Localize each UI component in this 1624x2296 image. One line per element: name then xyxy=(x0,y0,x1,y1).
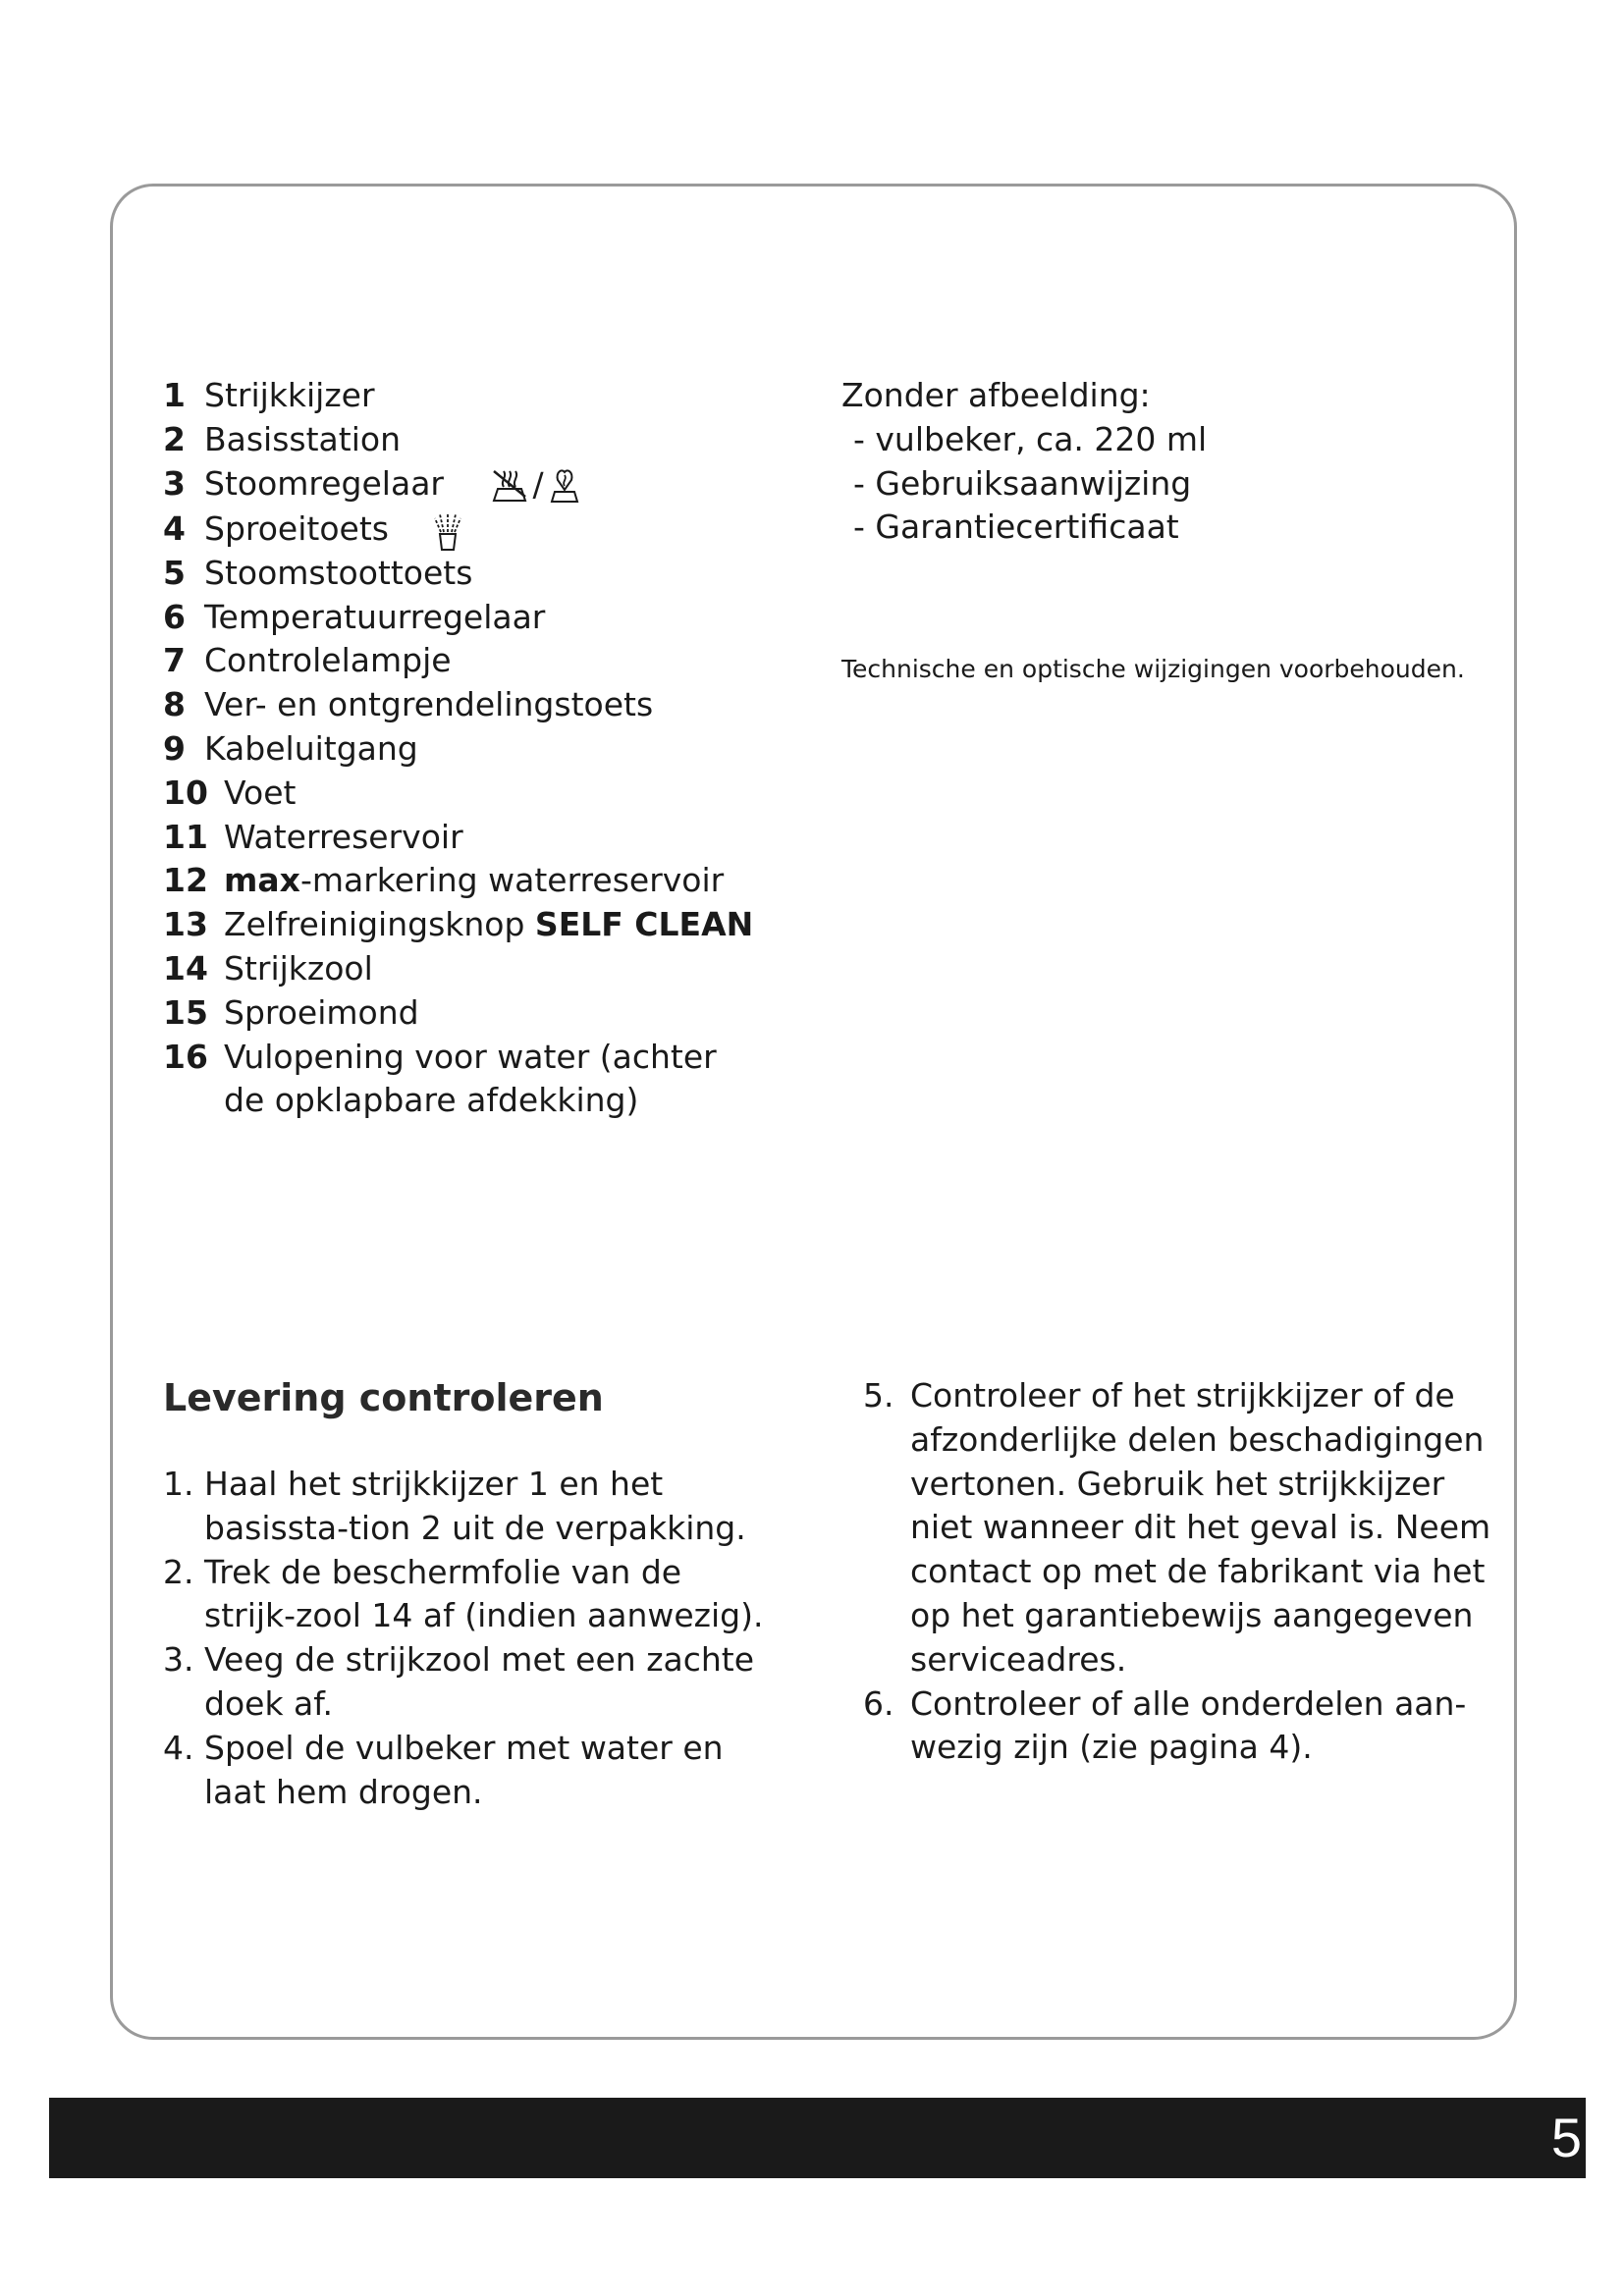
part-label-rest: Zelfreinigingsknop xyxy=(224,905,535,944)
part-label: Controlelampje xyxy=(204,641,452,680)
part-label: Sproeimond xyxy=(224,992,419,1032)
step-number: 6. xyxy=(863,1683,894,1723)
step-item xyxy=(863,1374,1491,1682)
part-number: 5 xyxy=(163,553,186,592)
part-number: 15 xyxy=(163,992,208,1032)
step-number: 4. xyxy=(163,1728,194,1767)
step-text: Veeg de strijkzool met een zachte doek af. xyxy=(204,1640,755,1723)
parts-list xyxy=(163,374,870,1123)
part-item-2 xyxy=(163,418,870,462)
part-item-13 xyxy=(163,903,870,947)
spray-icon xyxy=(434,510,461,552)
part-item-4 xyxy=(163,507,870,552)
part-number: 6 xyxy=(163,597,186,636)
list-item: - Gebruiksaanwijzing xyxy=(853,463,1192,503)
part-item-1 xyxy=(163,374,870,418)
step-text: Trek de beschermfolie van de strijk-zool 14 af (indien aanwezig). xyxy=(204,1552,764,1635)
steam-off-icon xyxy=(490,467,529,505)
part-number: 11 xyxy=(163,817,208,856)
part-label: Ver- en ontgrendelingstoets xyxy=(204,685,654,724)
section-title: Levering controleren xyxy=(163,1376,604,1419)
part-number: 12 xyxy=(163,861,208,900)
part-label-bold: SELF CLEAN xyxy=(534,905,754,944)
step-text: Controleer of alle onderdelen aan-wezig zijn (zie pagina 4). xyxy=(910,1683,1467,1767)
part-number: 10 xyxy=(163,773,208,812)
step-item xyxy=(163,1551,772,1639)
step-number: 1. xyxy=(163,1465,194,1503)
part-label: Kabeluitgang xyxy=(204,729,418,769)
part-item-11 xyxy=(163,816,870,860)
part-item-9 xyxy=(163,727,870,772)
part-label: Voet xyxy=(224,773,297,812)
part-label: Sproeitoets xyxy=(204,509,389,549)
part-label: Stoomstoottoets xyxy=(204,553,473,592)
part-item-3 xyxy=(163,462,870,507)
part-item-5 xyxy=(163,552,870,596)
part-item-6 xyxy=(163,596,870,640)
step-item xyxy=(163,1638,772,1727)
not-pictured-list xyxy=(841,374,1470,550)
steam-on-icon xyxy=(548,466,581,506)
step-number: 3. xyxy=(163,1640,194,1680)
part-number: 8 xyxy=(163,685,186,724)
part-number: 14 xyxy=(163,949,208,988)
part-item-15 xyxy=(163,991,870,1036)
part-label-rest: -markering waterreservoir xyxy=(299,861,725,900)
part-label-bold: max xyxy=(224,861,300,900)
step-text: Spoel de vulbeker met water en laat hem drogen. xyxy=(204,1728,724,1811)
page-number: 5 xyxy=(1550,2107,1582,2168)
part-label: Waterreservoir xyxy=(224,817,463,856)
part-number: 2 xyxy=(163,419,186,458)
part-label xyxy=(224,903,753,947)
step-number: 5. xyxy=(863,1376,894,1415)
list-item: - Garantiecertificaat xyxy=(853,507,1179,547)
footer-bar xyxy=(49,2098,1586,2178)
part-label: Stoomregelaar xyxy=(204,463,444,503)
not-pictured-heading: Zonder afbeelding: xyxy=(841,376,1151,414)
step-item xyxy=(163,1727,772,1815)
part-label: Strijkkijzer xyxy=(204,376,375,414)
part-label: Strijkzool xyxy=(224,949,373,988)
part-label: Basisstation xyxy=(204,419,401,458)
symbol-separator: / xyxy=(532,465,544,505)
step-item xyxy=(163,1463,772,1551)
steps-column-left xyxy=(163,1463,772,1814)
part-number: 9 xyxy=(163,729,186,769)
step-number: 2. xyxy=(163,1552,194,1591)
steps-column-right xyxy=(863,1374,1491,1770)
list-item: - vulbeker, ca. 220 ml xyxy=(853,419,1208,458)
part-label: Temperatuurregelaar xyxy=(204,597,546,636)
part-number: 1 xyxy=(163,376,186,414)
part-number: 3 xyxy=(163,463,186,503)
part-number: 13 xyxy=(163,905,208,944)
part-item-16 xyxy=(163,1036,870,1124)
part-number: 7 xyxy=(163,641,186,680)
part-number: 4 xyxy=(163,509,186,549)
part-label xyxy=(224,859,724,903)
step-item xyxy=(863,1682,1491,1771)
part-item-14 xyxy=(163,947,870,991)
step-text: Haal het strijkkijzer 1 en het basissta-tion 2 uit de verpakking. xyxy=(204,1465,746,1547)
step-text: Controleer of het strijkkijzer of de afzonderlijke delen beschadigingen vertonen. Gebruik het strijkkijzer niet wanneer dit het geval is. Neem contact op met de fabrikant via het op het garantiebewijs aangegeven serviceadres. xyxy=(910,1376,1491,1679)
technical-notice: Technische en optische wijzigingen voorbehouden. xyxy=(841,655,1465,683)
part-item-7 xyxy=(163,639,870,683)
part-item-12 xyxy=(163,859,870,903)
part-number: 16 xyxy=(163,1037,208,1076)
part-label: Vulopening voor water (achter de opklapbare afdekking) xyxy=(224,1037,717,1120)
part-item-8 xyxy=(163,683,870,727)
steam-symbols xyxy=(490,462,581,507)
part-item-10 xyxy=(163,772,870,816)
